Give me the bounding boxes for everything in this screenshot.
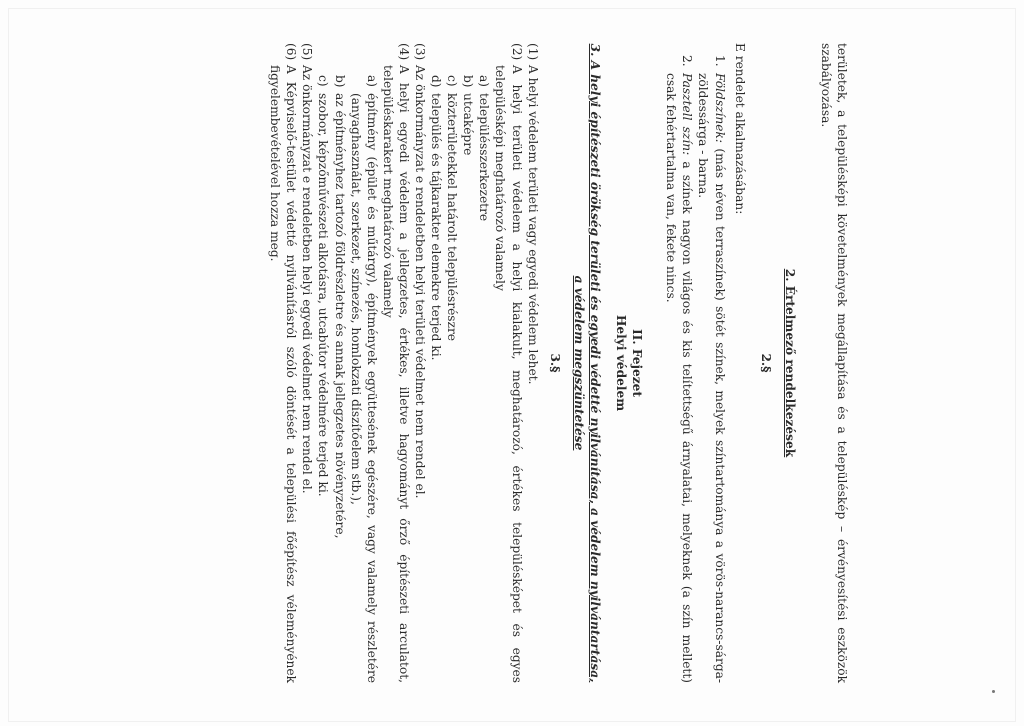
list-marker: a) bbox=[364, 75, 379, 88]
definition-body: a színek nagyon világos és kis telítettségű árnyalatai, melyeknek (a szín mellett) csak fehértartalma van, fekete nincs. bbox=[664, 73, 695, 683]
list-marker: c) bbox=[316, 75, 331, 87]
chapter-subtitle: Helyi védelem bbox=[614, 314, 629, 412]
definition-number: 1. bbox=[712, 55, 727, 67]
list-marker: a) bbox=[477, 75, 492, 88]
paragraph bbox=[525, 43, 541, 683]
paragraph bbox=[267, 43, 299, 683]
list-text: település és tájkarakter elemekre terjed ki. bbox=[429, 93, 444, 361]
list-marker: b) bbox=[461, 75, 476, 88]
paragraph bbox=[492, 43, 524, 683]
document-page bbox=[162, 43, 862, 683]
paragraph bbox=[412, 43, 428, 683]
list-item bbox=[428, 75, 444, 683]
section-2-number: 2.§ bbox=[758, 353, 773, 373]
list-item bbox=[315, 75, 331, 683]
section-3-number: 3.§ bbox=[547, 353, 562, 373]
list-item bbox=[444, 75, 460, 683]
list-text: építmény (épület és műtárgy), építmények együttesének egészére, vagy valamely részletére (anyaghasználat, szerkezet, színezés, homlokzati díszítőelem stb.), bbox=[348, 93, 379, 683]
paragraph-text: A Képviselő-testület védetté nyilvánításról szóló döntését a települési főépítész véleményének figyelembevételével hozza meg. bbox=[268, 65, 299, 683]
list-item bbox=[348, 75, 380, 683]
paragraph-text: Az önkormányzat e rendeletben helyi területi védelmet nem rendel el. bbox=[413, 65, 428, 499]
paragraph-marker: (1) bbox=[525, 43, 540, 61]
list-item bbox=[460, 75, 476, 683]
definition-item bbox=[695, 43, 727, 683]
definition-number: 2. bbox=[680, 55, 695, 67]
paragraph-marker: (6) bbox=[284, 43, 299, 61]
list-marker: b) bbox=[332, 75, 347, 88]
intro-paragraph: területek, a településképi követelmények megállapítása és a településkép – érvényesítési eszközök szabályozása. bbox=[818, 43, 849, 683]
paragraph-text: A helyi területi védelem a helyi kialakult, meghatározó, értékes településképet és egyes településképi meghatározó valamely bbox=[493, 65, 524, 683]
list-item bbox=[331, 75, 347, 683]
chapter-title: II. Fejezet bbox=[630, 328, 645, 398]
section-2-title: 2. Értelmező rendelkezések bbox=[782, 268, 797, 458]
list-text: utcaképre bbox=[461, 93, 476, 156]
definition-item bbox=[663, 43, 695, 683]
paragraph bbox=[299, 43, 315, 683]
sub-list bbox=[428, 43, 492, 683]
definition-term: Földszínek: bbox=[712, 73, 727, 143]
list-item bbox=[476, 75, 492, 683]
paragraph-marker: (5) bbox=[300, 43, 315, 61]
section-3-heading: 3. A helyi építészeti örökség területi és egyedi védetté nyilvánítása, a védelem nyilvántartása, a védelem megszüntetése bbox=[571, 43, 602, 683]
paragraph bbox=[380, 43, 412, 683]
list-text: településszerkezetre bbox=[477, 93, 492, 222]
paragraph-marker: (2) bbox=[509, 43, 524, 61]
paragraph-marker: (4) bbox=[396, 43, 411, 61]
section-2-lead: E rendelet alkalmazásában: bbox=[732, 43, 747, 215]
list-marker: c) bbox=[445, 75, 460, 87]
sub-list bbox=[315, 43, 379, 683]
definition-body: (más néven terraszínek) sötét színek, melyek színtartománya a vörös-narancs-sárga-zöldessárga - barna. bbox=[696, 73, 727, 683]
paragraph-text: A helyi egyedi védelem a jellegzetes, értékes, illetve hagyományt őrző építészeti arculatot, településkarakert meghatározó valamely bbox=[380, 65, 411, 683]
paragraph-text: Az önkormányzat e rendeletben helyi egyedi védelmet nem rendel el. bbox=[300, 65, 315, 494]
definition-text bbox=[695, 73, 727, 683]
paragraph-marker: (3) bbox=[413, 43, 428, 61]
paragraph-text: A helyi védelem területi vagy egyedi védelem lehet. bbox=[525, 65, 540, 385]
definition-term: Pasztell szín: bbox=[680, 73, 695, 156]
scan-speck bbox=[992, 690, 995, 693]
list-text: az építményhez tartozó földrészletre és annak jellegzetes növényzetére, bbox=[332, 93, 347, 539]
list-text: szobor, képzőművészeti alkotásra, utcabútor védelmére terjed ki. bbox=[316, 93, 331, 497]
list-marker: d) bbox=[429, 75, 444, 88]
definition-text bbox=[663, 73, 695, 683]
list-text: közterületekkel határolt településrészre bbox=[445, 93, 460, 342]
